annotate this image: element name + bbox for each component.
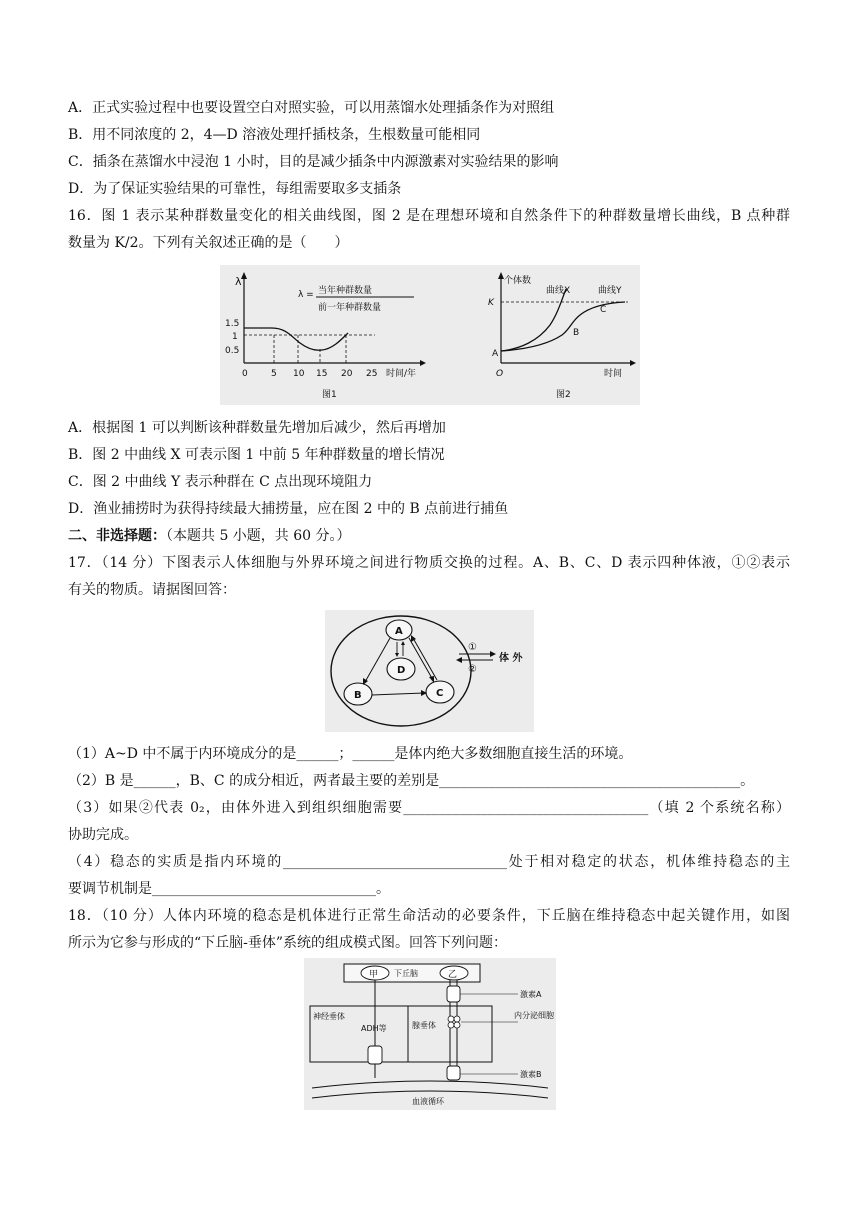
fig1-xtick-0: 0 bbox=[242, 369, 248, 379]
fig2-curve-x-label: 曲线X bbox=[546, 286, 571, 296]
q17-stem-line2: 有关的物质。请据图回答： bbox=[68, 582, 236, 598]
fig1-ytick-0-5: 0.5 bbox=[225, 346, 240, 356]
diagram-adh: ADH等 bbox=[361, 1024, 387, 1033]
fig2-point-b: B bbox=[573, 328, 580, 338]
q16-option-d: D．渔业捕捞时为获得持续最大捕捞量，应在图 2 中的 B 点前进行捕鱼 bbox=[68, 501, 509, 517]
diagram-label-b: B bbox=[354, 690, 362, 701]
fig1-lambda-curve bbox=[244, 328, 348, 350]
q18-stem-line2: 所示为它参与形成的“下丘脑-垂体”系统的组成模式图。回答下列问题： bbox=[68, 935, 508, 951]
q16-stem-line1: 16．图 1 表示某种群数量变化的相关曲线图，图 2 是在理想环境和自然条件下的种群数量增长曲线，B 点种群 bbox=[68, 208, 790, 224]
fig2-k-label: K bbox=[488, 298, 494, 308]
fig2-point-a: A bbox=[492, 349, 499, 359]
diagram-endocrine-cell bbox=[514, 1010, 554, 1020]
q15-option-a: A．正式实验过程中也要设置空白对照实验，可以用蒸馏水处理插条作为对照组 bbox=[68, 100, 555, 116]
section2-heading bbox=[68, 526, 351, 546]
q17-part3-line1: （3）如果②代表 0₂，由体外进入到组织细胞需要___________________________________（填 2 个系统名称） bbox=[68, 800, 790, 816]
fig2-caption: 图2 bbox=[556, 390, 571, 400]
q15-option-b: B．用不同浓度的 2，4—D 溶液处理扦插枝条，生根数量可能相同 bbox=[68, 127, 481, 143]
q17-part4-line1: （4）稳态的实质是指内环境的________________________________处于相对稳定的状态，机体维持稳态的主 bbox=[68, 854, 790, 870]
fig1-lambda-eq: λ = bbox=[298, 290, 314, 300]
q17-body-fluid-diagram bbox=[325, 610, 534, 732]
diagram-yi: 乙 bbox=[448, 970, 458, 980]
q16-option-c: C．图 2 中曲线 Y 表示种群在 C 点出现环境阻力 bbox=[68, 474, 373, 490]
q16-option-a: A．根据图 1 可以判断该种群数量先增加后减少，然后再增加 bbox=[68, 420, 446, 436]
q17-stem-line1: 17．（14 分）下图表示人体细胞与外界环境之间进行物质交换的过程。A、B、C、D 表示四种体液，①②表示 bbox=[68, 555, 790, 571]
diagram-label-c: C bbox=[436, 688, 444, 699]
q17-part2: （2）B 是______，B、C 的成分相近，两者最主要的差别是___________________________________________。 bbox=[68, 773, 755, 789]
q16-stem-line2: 数量为 K/2。下列有关叙述正确的是（ ） bbox=[68, 235, 349, 251]
q16-figure bbox=[220, 265, 640, 405]
figure1-lambda-chart bbox=[225, 272, 426, 400]
q17-part3-line2: 协助完成。 bbox=[68, 827, 138, 843]
diagram-hormone-b: 激素B bbox=[520, 1070, 542, 1079]
section2-title: 二、非选择题： bbox=[68, 528, 166, 544]
fig1-ytick-1-5: 1.5 bbox=[225, 319, 240, 329]
diagram-label-outside: 体 外 bbox=[499, 653, 523, 664]
fig1-formula-top: 当年种群数量 bbox=[318, 286, 373, 296]
fig1-xtick-10: 10 bbox=[293, 369, 305, 379]
fig1-xtick-25: 25 bbox=[366, 369, 378, 379]
diagram-neuro-pituitary: 神经垂体 bbox=[313, 1012, 345, 1021]
q17-part1: （1）A~D 中不属于内环境成分的是______；______是体内绝大多数细胞直接生活的环境。 bbox=[68, 746, 633, 762]
diagram-label-1: ① bbox=[468, 642, 477, 653]
diagram-jia: 甲 bbox=[369, 970, 379, 980]
fig1-ytick-1: 1 bbox=[232, 332, 238, 342]
diagram-blood: 血液循环 bbox=[412, 1097, 444, 1106]
fig2-x-axis: 时间 bbox=[604, 369, 623, 379]
endocrine-cell-label: 内分泌细胞 bbox=[514, 1011, 554, 1020]
fig2-origin: O bbox=[496, 369, 504, 379]
fig2-curve-y bbox=[501, 302, 625, 351]
diagram-adeno-pituitary: 腺垂体 bbox=[412, 1021, 436, 1030]
fig1-xtick-5: 5 bbox=[271, 369, 277, 379]
fig2-curve-y-label: 曲线Y bbox=[598, 286, 622, 296]
q17-part4-line2: 要调节机制是________________________________。 bbox=[68, 881, 390, 897]
figure2-growth-chart bbox=[488, 272, 636, 400]
fig1-caption: 图1 bbox=[322, 390, 337, 400]
fig2-y-axis: 个体数 bbox=[504, 276, 532, 286]
q15-option-c: C．插条在蒸馏水中浸泡 1 小时，目的是减少插条中内源激素对实验结果的影响 bbox=[68, 154, 559, 170]
diagram-label-2: ② bbox=[468, 664, 477, 675]
fig2-curve-x bbox=[501, 289, 566, 351]
q15-option-d: D．为了保证实验结果的可靠性，每组需要取多支插条 bbox=[68, 181, 402, 197]
diagram-label-d: D bbox=[397, 665, 406, 676]
diagram-hormone-a: 激素A bbox=[520, 990, 542, 999]
fig2-point-c: C bbox=[600, 305, 607, 315]
diagram-hypothalamus: 下丘脑 bbox=[394, 969, 418, 978]
section2-note: （本题共 5 小题，共 60 分。） bbox=[166, 528, 351, 544]
diagram-label-a: A bbox=[395, 626, 403, 637]
fig1-xtick-15: 15 bbox=[316, 369, 328, 379]
q16-option-b: B．图 2 中曲线 X 可表示图 1 中前 5 年种群数量的增长情况 bbox=[68, 447, 445, 463]
q18-hypothalamus-pituitary-diagram bbox=[304, 958, 556, 1110]
fig1-formula-bottom: 前一年种群数量 bbox=[318, 303, 382, 313]
fig1-x-axis: 时间/年 bbox=[386, 369, 417, 379]
q18-stem-line1: 18．（10 分）人体内环境的稳态是机体进行正常生命活动的必要条件，下丘脑在维持稳态中起关键作用，如图 bbox=[68, 908, 790, 924]
fig1-y-axis: λ bbox=[235, 275, 242, 288]
fig1-xtick-20: 20 bbox=[341, 369, 353, 379]
